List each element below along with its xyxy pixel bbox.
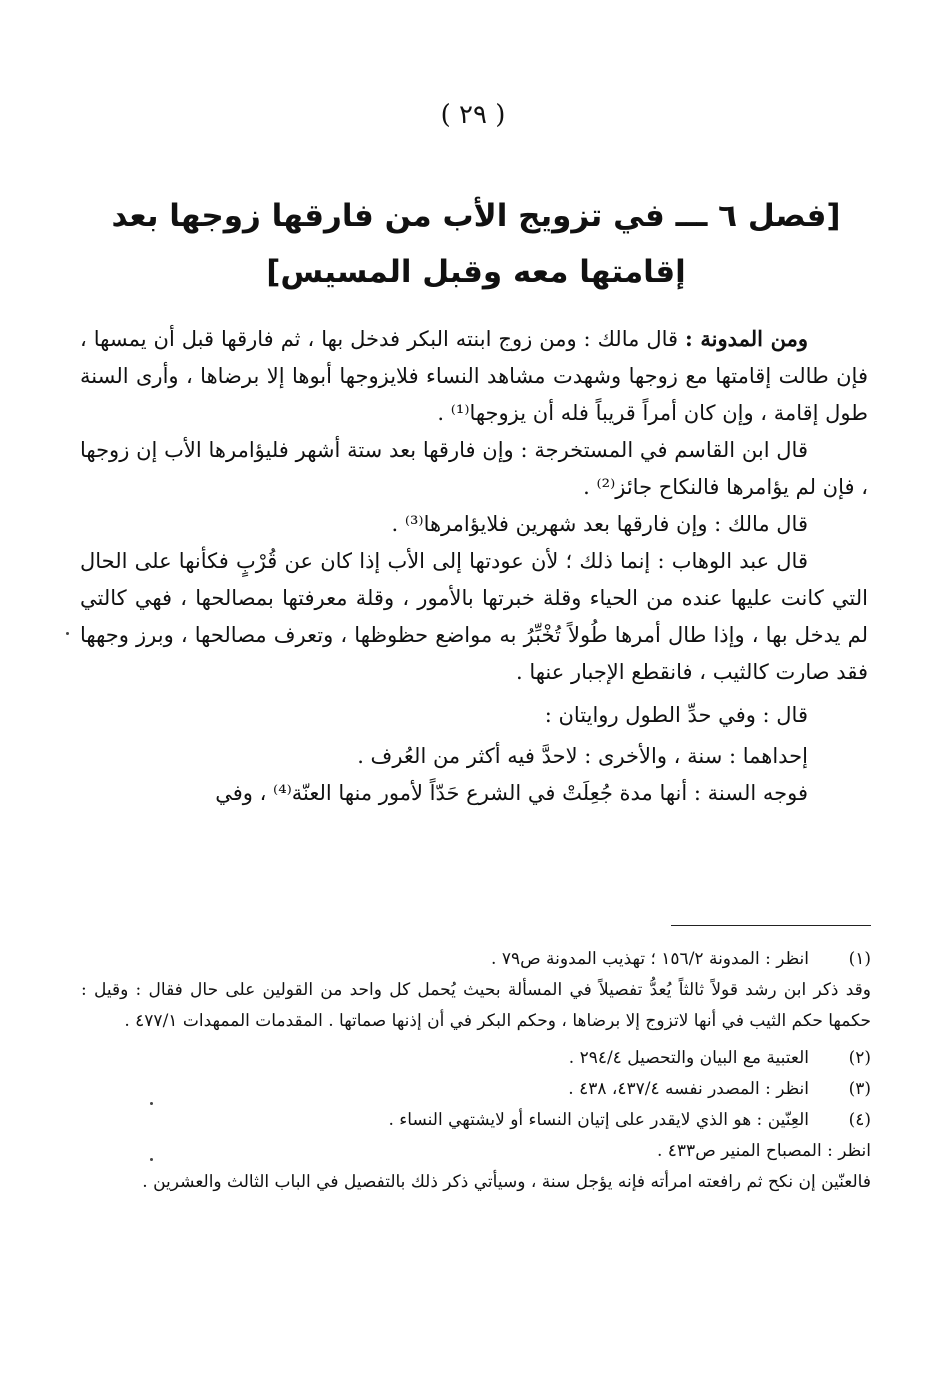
main-text <box>80 320 868 812</box>
footnote-number: (٢) <box>848 1048 871 1068</box>
paragraph-lead: ومن المدونة : <box>685 326 809 351</box>
paragraph <box>80 432 868 506</box>
scan-speck <box>150 1158 153 1161</box>
paragraph <box>80 320 868 432</box>
chapter-title: [فصل ٦ ـــ في تزويج الأب من فارقها زوجها بعد إقامتها معه وقبل المسيس] <box>111 198 841 290</box>
footnote <box>81 944 871 975</box>
list-item: فوجه السنة : أنها مدة جُعِلَتْ في الشرع حَدّاً لأمور منها العنّة⁽⁴⁾ ، وفي <box>215 781 808 805</box>
list-item: إحداهما : سنة ، والأخرى : لاحدَّ فيه أكثر من العُرف . <box>357 744 808 768</box>
footnote-continuation: فالعنّين إن نكح ثم رافعته امرأته فإنه يؤجل سنة ، وسيأتي ذكر ذلك بالتفصيل في الباب الثالث والعشرين . <box>142 1172 871 1192</box>
paragraph <box>80 543 868 691</box>
footnote-text: العتبية مع البيان والتحصيل ٢٩٤/٤ . <box>568 1048 809 1068</box>
footnote <box>81 1074 871 1105</box>
scan-speck <box>150 1102 153 1105</box>
footnote-number: (٣) <box>848 1079 871 1099</box>
scan-speck <box>66 632 69 635</box>
paragraph <box>80 697 868 734</box>
footnote <box>81 1043 871 1074</box>
paragraph-text: قال مالك : وإن فارقها بعد شهرين فلايؤامرها⁽³⁾ . <box>391 512 808 536</box>
narrations-list <box>80 738 868 812</box>
paragraph-text: قال عبد الوهاب : إنما ذلك ؛ لأن عودتها إلى الأب إذا كان عن قُرْبٍ فكأنها على الحال التي كانت عليها عنده من الحياء وقلة خبرتها بالأمور ، وقلة معرفتها بمصالحها ، فهي كالتي لم يدخل بها ، وإذا طال أمرها طُولاً تُخْبِّرُ به مواضع حظوظها ، وتعرف مصالحها ، وبرز وجهها فقد صارت كالثيب ، فانقطع الإجبار عنها . <box>80 549 868 684</box>
footnote-text: العِنّين : هو الذي لايقدر على إتيان النساء أو لايشتهي النساء . <box>388 1110 809 1130</box>
footnote-number: (٤) <box>848 1110 871 1130</box>
footnote-separator <box>671 925 871 926</box>
paragraph-text: قال مالك : ومن زوج ابنته البكر فدخل بها ، ثم فارقها قبل أن يمسها ، فإن طالت إقامتها مع زوجها وشهدت مشاهد النساء فلايزوجها أبوها إلا برضاها ، وأرى السنة طول إقامة ، وإن كان أمراً قريباً فله أن يزوجها⁽¹⁾ . <box>80 327 868 425</box>
paragraph-text: قال ابن القاسم في المستخرجة : وإن فارقها بعد ستة أشهر فليؤامرها الأب إن زوجها ، فإن لم يؤامرها فالنكاح جائز⁽²⁾ . <box>80 438 868 499</box>
footnotes <box>81 944 871 1198</box>
footnote-number: (١) <box>848 949 871 969</box>
paragraph <box>80 506 868 543</box>
footnote-continuation: وقد ذكر ابن رشد قولاً ثالثاً يُعدُّ تفصيلاً في المسألة بحيث يُحمل كل واحد من القولين على حال فقال : وقيل : حكمها حكم الثيب في أنها لاتزوج إلا برضاها ، وحكم البكر في أن إذنها صماتها . المقدمات الممهدات ٤٧٧/١ . <box>81 980 871 1031</box>
paragraph-text: قال : وفي حدِّ الطول روايتان : <box>544 703 808 727</box>
footnote <box>81 1105 871 1136</box>
footnote-continuation: انظر : المصباح المنير ص٤٣٣ . <box>656 1141 871 1161</box>
footnote-text: انظر : المدونة ١٥٦/٢ ؛ تهذيب المدونة ص٧٩ . <box>491 949 809 969</box>
footnote-text: انظر : المصدر نفسه ٤٣٧/٤، ٤٣٨ . <box>568 1079 809 1099</box>
page-number: ( ٢٩ ) <box>440 100 506 130</box>
